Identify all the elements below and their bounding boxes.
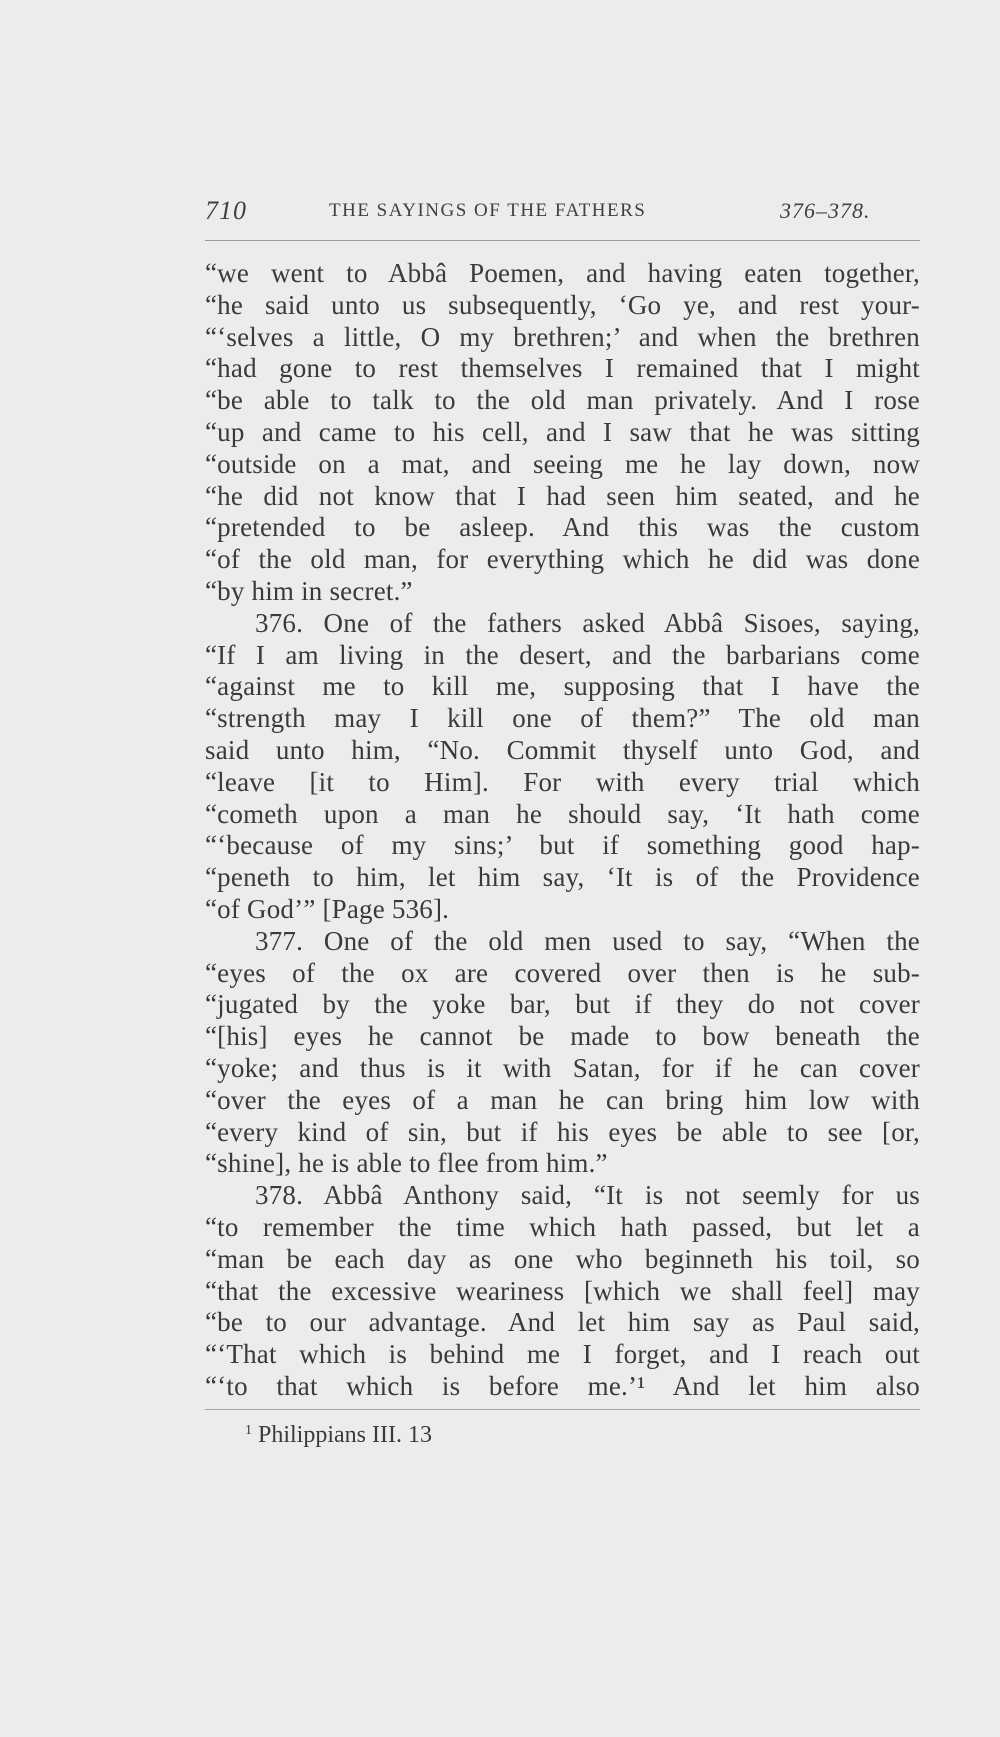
text-line: “we went to Abbâ Poemen, and having eaten together, bbox=[205, 258, 920, 288]
text-line: “of God’” [Page 536]. bbox=[205, 893, 450, 924]
page-number: 710 bbox=[205, 196, 247, 225]
text-line: 376. One of the fathers asked Abbâ Sisoes, saying, bbox=[255, 607, 920, 638]
text-line: “If I am living in the desert, and the barbarians come bbox=[205, 639, 920, 670]
text-line: “that the excessive weariness [which we shall feel] may bbox=[205, 1275, 920, 1306]
text-line: “[his] eyes he cannot be made to bow beneath the bbox=[205, 1021, 920, 1052]
running-title: THE SAYINGS OF THE FATHERS bbox=[329, 200, 647, 221]
text-line: “outside on a mat, and seeing me he lay down, now bbox=[205, 448, 920, 479]
text-line: “‘because of my sins;’ but if something good hap- bbox=[205, 830, 920, 861]
text-line: “be to our advantage. And let him say as Paul said, bbox=[205, 1307, 920, 1338]
text-line: “shine], he is able to flee from him.” bbox=[205, 1148, 608, 1179]
text-line: “‘selves a little, O my brethren;’ and when the brethren bbox=[205, 321, 920, 352]
text-line: “be able to talk to the old man privately. And I rose bbox=[205, 385, 920, 416]
text-line: “he did not know that I had seen him seated, and he bbox=[205, 480, 920, 511]
footnote bbox=[245, 1422, 432, 1449]
header-rule bbox=[205, 240, 920, 241]
text-line: “against me to kill me, supposing that I have the bbox=[205, 671, 920, 702]
text-line: “over the eyes of a man he can bring him low with bbox=[205, 1084, 920, 1115]
text-line: “jugated by the yoke bar, but if they do not cover bbox=[205, 989, 920, 1020]
text-line: “cometh upon a man he should say, ‘It hath come bbox=[205, 798, 920, 829]
running-header bbox=[205, 196, 920, 232]
body-text bbox=[205, 258, 920, 1403]
text-line: “to remember the time which hath passed, but let a bbox=[205, 1211, 920, 1242]
text-line: said unto him, “No. Commit thyself unto God, and bbox=[205, 734, 920, 765]
text-line: “yoke; and thus is it with Satan, for if he can cover bbox=[205, 1052, 920, 1083]
section-range: 376–378. bbox=[780, 198, 871, 223]
footnote-rule bbox=[205, 1409, 920, 1410]
text-line: “‘That which is behind me I forget, and I reach out bbox=[205, 1339, 920, 1370]
footnote-marker: 1 bbox=[245, 1423, 252, 1438]
text-line: “leave [it to Him]. For with every trial which bbox=[205, 766, 920, 797]
text-line: “had gone to rest themselves I remained that I might bbox=[205, 353, 920, 384]
text-line: “up and came to his cell, and I saw that he was sitting bbox=[205, 416, 920, 447]
text-line: “every kind of sin, but if his eyes be able to see [or, bbox=[205, 1116, 920, 1147]
text-line: “by him in secret.” bbox=[205, 575, 413, 606]
footnote-text: Philippians III. 13 bbox=[258, 1422, 432, 1448]
text-line: “eyes of the ox are covered over then is he sub- bbox=[205, 957, 920, 988]
text-line: “strength may I kill one of them?” The old man bbox=[205, 703, 920, 734]
text-line: “peneth to him, let him say, ‘It is of the Providence bbox=[205, 862, 920, 893]
text-line: “he said unto us subsequently, ‘Go ye, and rest your- bbox=[205, 289, 920, 320]
text-line: “man be each day as one who beginneth his toil, so bbox=[205, 1243, 920, 1274]
text-line: 377. One of the old men used to say, “When the bbox=[255, 925, 920, 956]
text-line: 378. Abbâ Anthony said, “It is not seemly for us bbox=[255, 1180, 920, 1211]
text-line: “pretended to be asleep. And this was the custom bbox=[205, 512, 920, 543]
text-line: “‘to that which is before me.’¹ And let him also bbox=[205, 1370, 920, 1401]
text-line: “of the old man, for everything which he did was done bbox=[205, 544, 920, 575]
